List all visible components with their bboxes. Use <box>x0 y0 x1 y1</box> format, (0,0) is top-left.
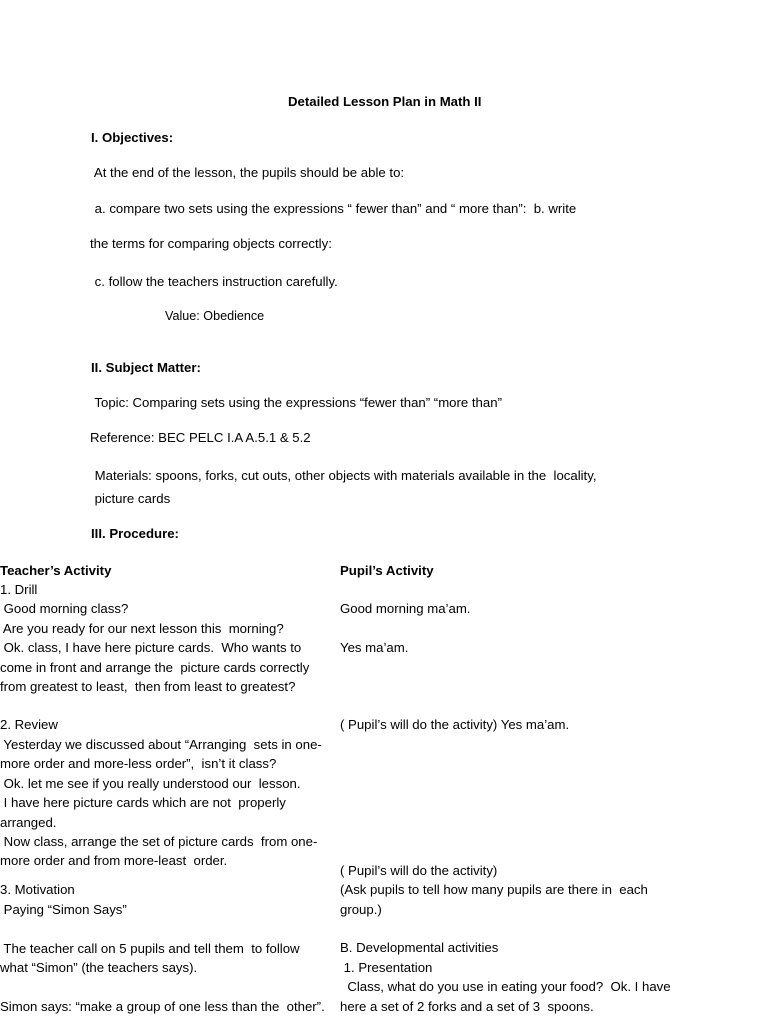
teacher-line: Ok. class, I have here picture cards. Who wants to <box>0 640 302 655</box>
teacher-line: Now class, arrange the set of picture cards from one- <box>0 834 318 849</box>
teacher-line: what “Simon” (the teachers says). <box>0 960 198 975</box>
teacher-line: 1. Drill <box>0 582 38 597</box>
value-line: Value: Obedience <box>165 309 265 323</box>
pupil-line: group.) <box>340 902 382 917</box>
topic-line: Topic: Comparing sets using the expressions “fewer than” “more than” <box>91 395 502 410</box>
objective-a-line1: a. compare two sets using the expressions “ fewer than” and “ more than”: b. write <box>91 201 577 216</box>
teacher-activity-heading: Teacher’s Activity <box>0 563 112 578</box>
subject-matter-heading: II. Subject Matter: <box>91 360 201 375</box>
pupil-line: ( Pupil’s will do the activity) <box>340 863 498 878</box>
teacher-line: arranged. <box>0 815 57 830</box>
objectives-intro: At the end of the lesson, the pupils should be able to: <box>91 165 405 180</box>
pupil-line: (Ask pupils to tell how many pupils are there in each <box>340 882 648 897</box>
teacher-line: from greatest to least, then from least to greatest? <box>0 679 296 694</box>
pupil-line: Good morning ma’am. <box>340 601 471 616</box>
document-title: Detailed Lesson Plan in Math II <box>288 94 482 109</box>
pupil-line: Yes ma’am. <box>340 640 409 655</box>
reference-line: Reference: BEC PELC I.A A.5.1 & 5.2 <box>90 430 311 445</box>
teacher-line: come in front and arrange the picture cards correctly <box>0 660 310 675</box>
teacher-line: Yesterday we discussed about “Arranging sets in one- <box>0 737 322 752</box>
teacher-line: more order and more-less order”, isn’t it class? <box>0 756 277 771</box>
pupil-line: Class, what do you use in eating your food? Ok. I have <box>340 979 671 994</box>
pupil-line: B. Developmental activities <box>340 940 499 955</box>
teacher-line: 3. Motivation <box>0 882 75 897</box>
procedure-heading: III. Procedure: <box>91 526 179 541</box>
teacher-line: Are you ready for our next lesson this morning? <box>0 621 284 636</box>
teacher-line: I have here picture cards which are not properly <box>0 795 286 810</box>
pupil-line: ( Pupil’s will do the activity) Yes ma’am. <box>340 717 570 732</box>
teacher-line: 2. Review <box>0 717 58 732</box>
teacher-line: The teacher call on 5 pupils and tell them to follow <box>0 941 300 956</box>
pupil-line: 1. Presentation <box>340 960 433 975</box>
teacher-line: Ok. let me see if you really understood our lesson. <box>0 776 301 791</box>
objective-a-line2: the terms for comparing objects correctly: <box>90 236 332 251</box>
objective-c: c. follow the teachers instruction carefully. <box>91 274 338 289</box>
materials-line1: Materials: spoons, forks, cut outs, other objects with materials available in the locality, <box>91 468 597 483</box>
pupil-activity-heading: Pupil’s Activity <box>340 563 434 578</box>
teacher-line: Good morning class? <box>0 601 129 616</box>
teacher-line: more order and from more-least order. <box>0 853 228 868</box>
objectives-heading: I. Objectives: <box>91 130 174 145</box>
teacher-line: Simon says: “make a group of one less than the other”. <box>0 999 325 1014</box>
materials-line2: picture cards <box>91 491 171 506</box>
pupil-line: here a set of 2 forks and a set of 3 spoons. <box>340 999 594 1014</box>
teacher-line: Paying “Simon Says” <box>0 902 127 917</box>
